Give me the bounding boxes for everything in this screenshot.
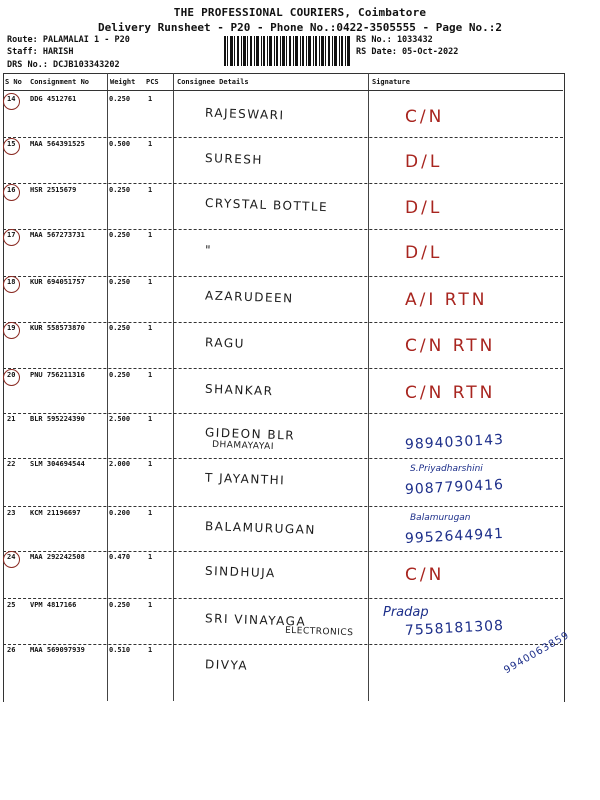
consignment-number: VPM 4817166 <box>30 601 77 609</box>
serial-number: 15 <box>7 140 16 148</box>
weight-value: 2.000 <box>109 460 131 468</box>
barcode <box>224 36 350 66</box>
consignment-number: MAA 567273731 <box>30 231 85 239</box>
signature-value: D/L <box>405 198 443 218</box>
serial-number: 26 <box>7 646 16 654</box>
signature-value: 7558181308 <box>404 617 505 639</box>
serial-number: 24 <box>7 553 16 561</box>
signer-name: Pradap <box>383 605 429 620</box>
staff-label: Staff: HARISH <box>7 47 74 57</box>
pcs-value: 1 <box>148 371 153 379</box>
rs-date: RS Date: 05-Oct-2022 <box>356 47 459 57</box>
consignee-name: RAGU <box>204 335 246 351</box>
pcs-value: 1 <box>148 186 153 194</box>
consignee-name: AZARUDEEN <box>204 288 294 306</box>
weight-value: 0.510 <box>109 646 131 654</box>
header-divider <box>3 90 563 91</box>
signature-value: 9894030143 <box>404 431 505 453</box>
rs-number: RS No.: 1033432 <box>356 35 433 45</box>
col-consignment: Consignment No <box>30 78 90 86</box>
consignment-number: MAA 292242508 <box>30 553 85 561</box>
serial-number: 22 <box>7 460 16 468</box>
signature-value: C/N <box>405 565 445 585</box>
serial-number: 18 <box>7 278 16 286</box>
weight-value: 0.470 <box>109 553 131 561</box>
consignee-name: SHANKAR <box>204 381 274 399</box>
col-pcs: PCS <box>146 78 159 86</box>
pcs-value: 1 <box>148 324 153 332</box>
serial-number: 20 <box>7 371 16 379</box>
col-consignee: Consignee Details <box>177 78 249 86</box>
runsheet-title: Delivery Runsheet - P20 - Phone No.:0422-3505555 - Page No.:2 <box>98 21 502 34</box>
consignment-number: DDG 4512761 <box>30 95 77 103</box>
consignment-number: MAA 564391525 <box>30 140 85 148</box>
weight-value: 2.500 <box>109 415 131 423</box>
signature-value: D/L <box>405 243 443 263</box>
weight-value: 0.250 <box>109 371 131 379</box>
consignee-name: RAJESWARI <box>204 105 285 123</box>
serial-number: 17 <box>7 231 16 239</box>
consignment-number: MAA 569097939 <box>30 646 85 654</box>
row-separator <box>3 229 563 230</box>
col-weight: Weight <box>110 78 136 86</box>
column-divider <box>368 73 369 701</box>
signature-value: C/N RTN <box>405 336 496 356</box>
row-separator <box>3 551 563 552</box>
consignee-name: CRYSTAL BOTTLE <box>204 195 329 215</box>
consignee-name: SRI VINAYAGA <box>204 611 307 629</box>
consignee-name-extra: ELECTRONICS <box>284 625 354 639</box>
pcs-value: 1 <box>148 646 153 654</box>
row-separator <box>3 183 563 184</box>
consignment-number: KUR 558573870 <box>30 324 85 332</box>
consignee-name: BALAMURUGAN <box>204 519 317 537</box>
row-separator <box>3 368 563 369</box>
row-separator <box>3 322 563 323</box>
serial-number: 21 <box>7 415 16 423</box>
weight-value: 0.250 <box>109 324 131 332</box>
consignee-name-extra: DHAMAYAYAI <box>211 439 275 453</box>
col-sno: S No <box>5 78 22 86</box>
consignee-name: SURESH <box>204 150 264 168</box>
drs-label: DRS No.: DCJB103343202 <box>7 60 120 70</box>
signer-name: S.Priyadharshini <box>410 464 483 474</box>
col-signature: Signature <box>372 78 410 86</box>
row-separator <box>3 458 563 459</box>
consignee-name: T JAYANTHI <box>204 470 286 488</box>
signature-value: 9940063859 <box>502 629 572 677</box>
consignee-name: GIDEON BLR <box>204 425 296 443</box>
pcs-value: 1 <box>148 95 153 103</box>
pcs-value: 1 <box>148 231 153 239</box>
column-divider <box>173 73 174 701</box>
pcs-value: 1 <box>148 278 153 286</box>
signature-value: A/I RTN <box>405 290 488 310</box>
row-separator <box>3 137 563 138</box>
signer-name: Balamurugan <box>410 513 471 523</box>
consignee-name: DIVYA <box>204 657 249 673</box>
consignment-number: KUR 694051757 <box>30 278 85 286</box>
company-title: THE PROFESSIONAL COURIERS, Coimbatore <box>173 6 427 19</box>
weight-value: 0.250 <box>109 601 131 609</box>
weight-value: 0.250 <box>109 278 131 286</box>
column-divider <box>107 73 108 701</box>
pcs-value: 1 <box>148 415 153 423</box>
signature-value: 9087790416 <box>404 476 505 498</box>
consignment-number: HSR 2515679 <box>30 186 77 194</box>
route-label: Route: PALAMALAI 1 - P20 <box>7 35 130 45</box>
consignment-number: KCM 21196697 <box>30 509 81 517</box>
row-separator <box>3 644 563 645</box>
pcs-value: 1 <box>148 460 153 468</box>
weight-value: 0.250 <box>109 186 131 194</box>
pcs-value: 1 <box>148 140 153 148</box>
consignment-number: SLM 304694544 <box>30 460 85 468</box>
pcs-value: 1 <box>148 509 153 517</box>
consignee-name: SINDHUJA <box>204 563 276 581</box>
signature-value: D/L <box>405 152 443 172</box>
pcs-value: 1 <box>148 601 153 609</box>
serial-number: 16 <box>7 186 16 194</box>
signature-value: C/N RTN <box>405 383 496 403</box>
weight-value: 0.500 <box>109 140 131 148</box>
serial-number: 14 <box>7 95 16 103</box>
signature-value: 9952644941 <box>404 525 505 547</box>
row-separator <box>3 506 563 507</box>
serial-number: 25 <box>7 601 16 609</box>
pcs-value: 1 <box>148 553 153 561</box>
weight-value: 0.250 <box>109 231 131 239</box>
serial-number: 19 <box>7 324 16 332</box>
weight-value: 0.200 <box>109 509 131 517</box>
consignment-number: PNU 756211316 <box>30 371 85 379</box>
signature-value: C/N <box>405 107 445 127</box>
row-separator <box>3 413 563 414</box>
weight-value: 0.250 <box>109 95 131 103</box>
consignment-number: BLR 595224390 <box>30 415 85 423</box>
row-separator <box>3 276 563 277</box>
serial-number: 23 <box>7 509 16 517</box>
consignee-name: " <box>204 242 213 258</box>
row-separator <box>3 598 563 599</box>
